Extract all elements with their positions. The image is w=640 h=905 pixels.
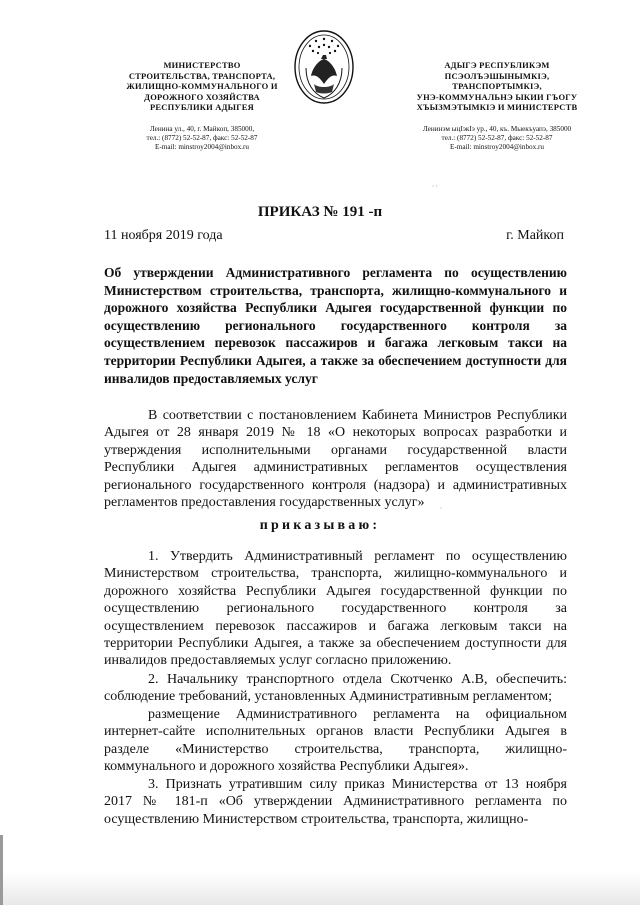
org-line: ЖИЛИЩНО-КОММУНАЛЬНОГО И bbox=[126, 81, 278, 91]
coat-of-arms-icon bbox=[292, 28, 356, 108]
email: E-mail: minstroy2004@inbox.ru bbox=[449, 143, 545, 152]
order-city: г. Майкоп bbox=[506, 228, 564, 243]
org-line: ТРАНСПОРТЫМКIЭ, bbox=[452, 81, 542, 91]
address: Ленина ул., 40, г. Майкоп, 385000, bbox=[149, 124, 255, 133]
date-place-row bbox=[104, 228, 564, 244]
org-line: СТРОИТЕЛЬСТВА, ТРАНСПОРТА, bbox=[128, 70, 276, 81]
ministry-name-ru bbox=[102, 60, 302, 113]
scan-speck: ⋅ ⋅ bbox=[432, 184, 438, 190]
org-line: УНЭ-КОММУНАЛЬНЭ ЫКИИ ГЪОГУ bbox=[416, 91, 578, 102]
scan-speck: ⋅ bbox=[440, 506, 443, 512]
org-line: РЕСПУБЛИКИ АДЫГЕЯ bbox=[149, 102, 255, 112]
org-line: МИНИСТЕРСТВО bbox=[163, 60, 241, 70]
contacts-ady bbox=[398, 125, 596, 153]
scan-bottom-shadow bbox=[0, 872, 640, 905]
header-left-russian bbox=[102, 60, 302, 153]
order-directive-word: приказываю: bbox=[259, 518, 381, 533]
order-date: 11 ноября 2019 года bbox=[104, 228, 223, 243]
preamble-paragraph: В соответствии с постановлением Кабинета Министров Республики Адыгея от 28 января 2019 № 18 «О некоторых вопросах разработки и утверждения исполнительными органами государственной власти Республики Адыгея административных регламентов осуществления регионального государственного контроля (надзора) и административных регламентов предоставления государственных услуг» bbox=[104, 408, 567, 511]
ministry-name-ady bbox=[398, 60, 596, 113]
item-1-paragraph: 1. Утвердить Административный регламент по осуществлению Министерством строительства, транспорта, жилищно-коммунального и дорожного хозяйства Республики Адыгея государственной функции по осуществлению регионального государственного контроля за осуществлением перевозок пассажиров и багажа легковым такси на территории Республики Адыгея, а также за обеспечением доступности для инвалидов предоставляемых услуг согласно приложению. bbox=[104, 549, 567, 669]
email: E-mail: minstroy2004@inbox.ru bbox=[154, 143, 250, 152]
org-line: ПСЭОЛЪЭШЫНЫМКIЭ, bbox=[444, 70, 550, 81]
phone: тел.: (8772) 52-52-87, факс: 52-52-87 bbox=[441, 133, 553, 142]
item-2-sub-paragraph: размещение Административного регламента на официальном интернет-сайте исполнительных органов власти Республики Адыгея в разделе «Министерство строительства, транспорта, жилищно-коммунального и дорожного хозяйства Республики Адыгея». bbox=[104, 707, 567, 775]
order-title: ПРИКАЗ № 191 -п bbox=[257, 204, 383, 220]
phone: тел.: (8772) 52-52-87, факс: 52-52-87 bbox=[146, 133, 258, 142]
item-2-paragraph: 2. Начальнику транспортного отдела Скотченко А.В, обеспечить: соблюдение требований, установленных Административным регламентом; bbox=[104, 672, 567, 705]
org-line: ХЪЫЗМЭТЫМКIЭ И МИНИСТЕРСТВ bbox=[416, 102, 578, 112]
scan-left-edge bbox=[0, 835, 3, 905]
org-line: АДЫГЭ РЕСПУБЛИКЭМ bbox=[444, 60, 550, 70]
order-subject: Об утверждении Административного регламента по осуществлению Министерством строительства, транспорта, жилищно-коммунального и дорожного хозяйства Республики Адыгея государственной функции по осуществлению регионального государственного контроля за осуществлением перевозок пассажиров и багажа легковым такси на территории Республики Адыгея, а также за обеспечением доступности для инвалидов предоставляемых услуг bbox=[104, 265, 567, 386]
address: Ленинэм ыцIэкIэ ур., 40, къ. Мыекъуапэ, 385000 bbox=[422, 124, 572, 133]
org-line: ДОРОЖНОГО ХОЗЯЙСТВА bbox=[144, 91, 260, 102]
header-right-adyghe bbox=[398, 60, 596, 153]
item-3-paragraph: 3. Признать утратившим силу приказ Министерства от 13 ноября 2017 № 181-п «Об утверждении Административного регламента по осуществлению Министерством строительства, транспорта, жилищно- bbox=[104, 777, 567, 827]
contacts-ru bbox=[102, 125, 302, 153]
